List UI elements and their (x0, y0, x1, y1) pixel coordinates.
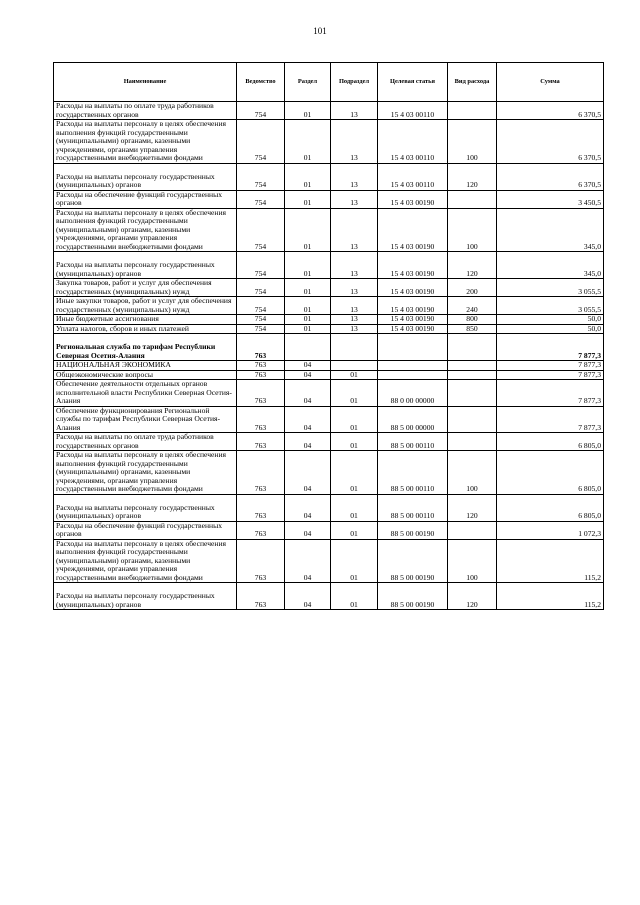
row-target-cell: 88 5 00 00110 (378, 494, 448, 521)
row-expense-kind-cell: 120 (448, 252, 497, 279)
header-section: Раздел (285, 63, 331, 102)
row-department-cell: 763 (237, 380, 285, 407)
row-subsection-cell: 13 (331, 120, 378, 164)
row-section-cell: 01 (285, 324, 331, 334)
row-section-cell: 01 (285, 252, 331, 279)
row-department-cell: 754 (237, 297, 285, 315)
table-row (54, 190, 604, 208)
row-department-cell: 763 (237, 451, 285, 495)
row-expense-kind-cell: 120 (448, 583, 497, 610)
row-department-cell: 763 (237, 370, 285, 380)
row-name-cell: Общеэкономические вопросы (54, 370, 237, 380)
page-number: 101 (313, 26, 327, 36)
row-department-cell: 754 (237, 102, 285, 120)
table-row (54, 102, 604, 120)
row-section-cell: 04 (285, 521, 331, 539)
row-section-cell: 01 (285, 279, 331, 297)
row-section-cell: 01 (285, 163, 331, 190)
row-expense-kind-cell: 100 (448, 208, 497, 252)
header-expense-kind: Вид расхода (448, 63, 497, 102)
row-section-cell: 04 (285, 433, 331, 451)
row-department-cell: 754 (237, 190, 285, 208)
table-row (54, 208, 604, 252)
row-sum-cell: 115,2 (497, 539, 604, 583)
row-department-cell: 763 (237, 406, 285, 433)
row-section-cell: 01 (285, 102, 331, 120)
row-expense-kind-cell: 800 (448, 315, 497, 325)
row-expense-kind-cell: 100 (448, 451, 497, 495)
row-section-cell: 04 (285, 494, 331, 521)
row-name-cell: Иные бюджетные ассигнования (54, 315, 237, 325)
header-subsection: Подраздел (331, 63, 378, 102)
row-department-cell: 763 (237, 583, 285, 610)
row-target-cell: 88 5 00 00190 (378, 539, 448, 583)
row-name-cell: Закупка товаров, работ и услуг для обеспечения государственных (муниципальных) нужд (54, 279, 237, 297)
row-department-cell: 763 (237, 521, 285, 539)
table-row (54, 451, 604, 495)
row-name-cell: Региональная служба по тарифам Республики Северная Осетия-Алания (54, 334, 237, 361)
row-section-cell: 04 (285, 380, 331, 407)
row-subsection-cell: 01 (331, 583, 378, 610)
row-subsection-cell (331, 361, 378, 371)
row-section-cell: 04 (285, 451, 331, 495)
row-section-cell: 04 (285, 539, 331, 583)
row-subsection-cell: 13 (331, 252, 378, 279)
row-sum-cell: 6 370,5 (497, 120, 604, 164)
table-row (54, 120, 604, 164)
row-section-cell: 04 (285, 361, 331, 371)
row-sum-cell: 3 055,5 (497, 279, 604, 297)
row-expense-kind-cell (448, 190, 497, 208)
row-name-cell: Расходы на выплаты персоналу в целях обеспечения выполнения функций государственными (муниципальными) органами, казенными учреждениями, органами управления государственными внебюджетными фондами (54, 539, 237, 583)
row-subsection-cell: 13 (331, 324, 378, 334)
row-subsection-cell: 01 (331, 380, 378, 407)
row-sum-cell: 7 877,3 (497, 406, 604, 433)
row-department-cell: 763 (237, 494, 285, 521)
row-expense-kind-cell: 100 (448, 539, 497, 583)
table-row (54, 583, 604, 610)
row-name-cell: Расходы на выплаты персоналу государственных (муниципальных) органов (54, 494, 237, 521)
row-name-cell: Уплата налогов, сборов и иных платежей (54, 324, 237, 334)
row-subsection-cell: 13 (331, 297, 378, 315)
row-target-cell (378, 334, 448, 361)
row-department-cell: 763 (237, 361, 285, 371)
budget-table (53, 62, 604, 610)
row-expense-kind-cell (448, 102, 497, 120)
table-row (54, 163, 604, 190)
row-target-cell (378, 370, 448, 380)
row-name-cell: Расходы на выплаты по оплате труда работников государственных органов (54, 102, 237, 120)
row-subsection-cell: 01 (331, 539, 378, 583)
table-row (54, 539, 604, 583)
table-row (54, 324, 604, 334)
row-name-cell: Расходы на выплаты персоналу государственных (муниципальных) органов (54, 583, 237, 610)
row-expense-kind-cell: 200 (448, 279, 497, 297)
header-name: Наименование (54, 63, 237, 102)
table-row (54, 494, 604, 521)
table-row (54, 406, 604, 433)
row-sum-cell: 7 877,3 (497, 334, 604, 361)
row-target-cell: 15 4 03 00110 (378, 163, 448, 190)
table-header (54, 63, 604, 102)
row-subsection-cell: 01 (331, 451, 378, 495)
row-expense-kind-cell (448, 521, 497, 539)
row-section-cell: 01 (285, 120, 331, 164)
row-target-cell: 15 4 03 00190 (378, 190, 448, 208)
row-target-cell: 15 4 03 00190 (378, 324, 448, 334)
row-target-cell: 88 5 00 00000 (378, 406, 448, 433)
row-name-cell: Обеспечение деятельности отдельных органов исполнительной власти Республики Северная Осетия-Алания (54, 380, 237, 407)
row-target-cell: 15 4 03 00110 (378, 102, 448, 120)
row-expense-kind-cell (448, 361, 497, 371)
row-target-cell: 15 4 03 00190 (378, 252, 448, 279)
row-target-cell: 15 4 03 00190 (378, 208, 448, 252)
table-row (54, 297, 604, 315)
row-name-cell: Расходы на выплаты персоналу в целях обеспечения выполнения функций государственными (муниципальными) органами, казенными учреждениями, органами управления государственными внебюджетными фондами (54, 120, 237, 164)
row-subsection-cell: 13 (331, 315, 378, 325)
row-department-cell: 754 (237, 120, 285, 164)
row-sum-cell: 6 805,0 (497, 494, 604, 521)
row-section-cell: 01 (285, 315, 331, 325)
row-expense-kind-cell: 240 (448, 297, 497, 315)
row-name-cell: Расходы на обеспечение функций государственных органов (54, 190, 237, 208)
row-section-cell: 04 (285, 583, 331, 610)
header-sum: Сумма (497, 63, 604, 102)
row-department-cell: 763 (237, 433, 285, 451)
row-department-cell: 754 (237, 208, 285, 252)
row-sum-cell: 6 805,0 (497, 433, 604, 451)
row-name-cell: Расходы на обеспечение функций государственных органов (54, 521, 237, 539)
table-row (54, 521, 604, 539)
table-row (54, 380, 604, 407)
row-name-cell: Расходы на выплаты по оплате труда работников государственных органов (54, 433, 237, 451)
row-subsection-cell (331, 334, 378, 361)
row-expense-kind-cell (448, 334, 497, 361)
row-sum-cell: 50,0 (497, 315, 604, 325)
row-expense-kind-cell: 100 (448, 120, 497, 164)
row-section-cell: 01 (285, 208, 331, 252)
row-subsection-cell: 01 (331, 370, 378, 380)
row-expense-kind-cell (448, 433, 497, 451)
row-sum-cell: 3 450,5 (497, 190, 604, 208)
row-subsection-cell: 13 (331, 208, 378, 252)
row-department-cell: 754 (237, 315, 285, 325)
row-expense-kind-cell: 850 (448, 324, 497, 334)
table-body (54, 102, 604, 610)
row-sum-cell: 1 072,3 (497, 521, 604, 539)
header-target: Целевая статья (378, 63, 448, 102)
header-department: Ведомство (237, 63, 285, 102)
row-sum-cell: 6 805,0 (497, 451, 604, 495)
row-section-cell: 01 (285, 297, 331, 315)
row-expense-kind-cell (448, 370, 497, 380)
row-subsection-cell: 13 (331, 163, 378, 190)
row-subsection-cell: 13 (331, 279, 378, 297)
table-row (54, 279, 604, 297)
row-section-cell: 01 (285, 190, 331, 208)
row-target-cell: 15 4 03 00190 (378, 279, 448, 297)
row-subsection-cell: 01 (331, 494, 378, 521)
row-target-cell: 15 4 03 00110 (378, 120, 448, 164)
row-sum-cell: 6 370,5 (497, 163, 604, 190)
table-row (54, 433, 604, 451)
row-target-cell: 88 0 00 00000 (378, 380, 448, 407)
row-name-cell: НАЦИОНАЛЬНАЯ ЭКОНОМИКА (54, 361, 237, 371)
row-target-cell (378, 361, 448, 371)
table-row (54, 315, 604, 325)
row-name-cell: Иные закупки товаров, работ и услуг для обеспечения государственных (муниципальных) нужд (54, 297, 237, 315)
row-section-cell: 04 (285, 406, 331, 433)
row-name-cell: Расходы на выплаты персоналу государственных (муниципальных) органов (54, 163, 237, 190)
row-sum-cell: 50,0 (497, 324, 604, 334)
row-target-cell: 15 4 03 00190 (378, 315, 448, 325)
row-sum-cell: 345,0 (497, 208, 604, 252)
row-subsection-cell: 01 (331, 406, 378, 433)
row-expense-kind-cell: 120 (448, 163, 497, 190)
row-name-cell: Обеспечение функционирования Региональной службы по тарифам Республики Северная Осетия-Алания (54, 406, 237, 433)
row-section-cell (285, 334, 331, 361)
row-sum-cell: 7 877,3 (497, 361, 604, 371)
row-target-cell: 88 5 00 00110 (378, 451, 448, 495)
row-department-cell: 754 (237, 163, 285, 190)
row-target-cell: 88 5 00 00190 (378, 521, 448, 539)
row-sum-cell: 3 055,5 (497, 297, 604, 315)
row-department-cell: 763 (237, 539, 285, 583)
row-target-cell: 88 5 00 00190 (378, 583, 448, 610)
row-department-cell: 754 (237, 324, 285, 334)
row-expense-kind-cell (448, 406, 497, 433)
row-target-cell: 88 5 00 00110 (378, 433, 448, 451)
row-department-cell: 763 (237, 334, 285, 361)
row-sum-cell: 6 370,5 (497, 102, 604, 120)
table-row (54, 252, 604, 279)
row-subsection-cell: 13 (331, 190, 378, 208)
row-sum-cell: 7 877,3 (497, 370, 604, 380)
table-row (54, 361, 604, 371)
row-subsection-cell: 01 (331, 433, 378, 451)
row-name-cell: Расходы на выплаты персоналу в целях обеспечения выполнения функций государственными (муниципальными) органами, казенными учреждениями, органами управления государственными внебюджетными фондами (54, 208, 237, 252)
row-subsection-cell: 13 (331, 102, 378, 120)
table-row (54, 334, 604, 361)
row-subsection-cell: 01 (331, 521, 378, 539)
row-expense-kind-cell (448, 380, 497, 407)
row-name-cell: Расходы на выплаты персоналу в целях обеспечения выполнения функций государственными (муниципальными) органами, казенными учреждениями, органами управления государственными внебюджетными фондами (54, 451, 237, 495)
row-sum-cell: 7 877,3 (497, 380, 604, 407)
row-name-cell: Расходы на выплаты персоналу государственных (муниципальных) органов (54, 252, 237, 279)
row-expense-kind-cell: 120 (448, 494, 497, 521)
row-sum-cell: 345,0 (497, 252, 604, 279)
row-section-cell: 04 (285, 370, 331, 380)
row-department-cell: 754 (237, 252, 285, 279)
row-department-cell: 754 (237, 279, 285, 297)
row-sum-cell: 115,2 (497, 583, 604, 610)
row-target-cell: 15 4 03 00190 (378, 297, 448, 315)
